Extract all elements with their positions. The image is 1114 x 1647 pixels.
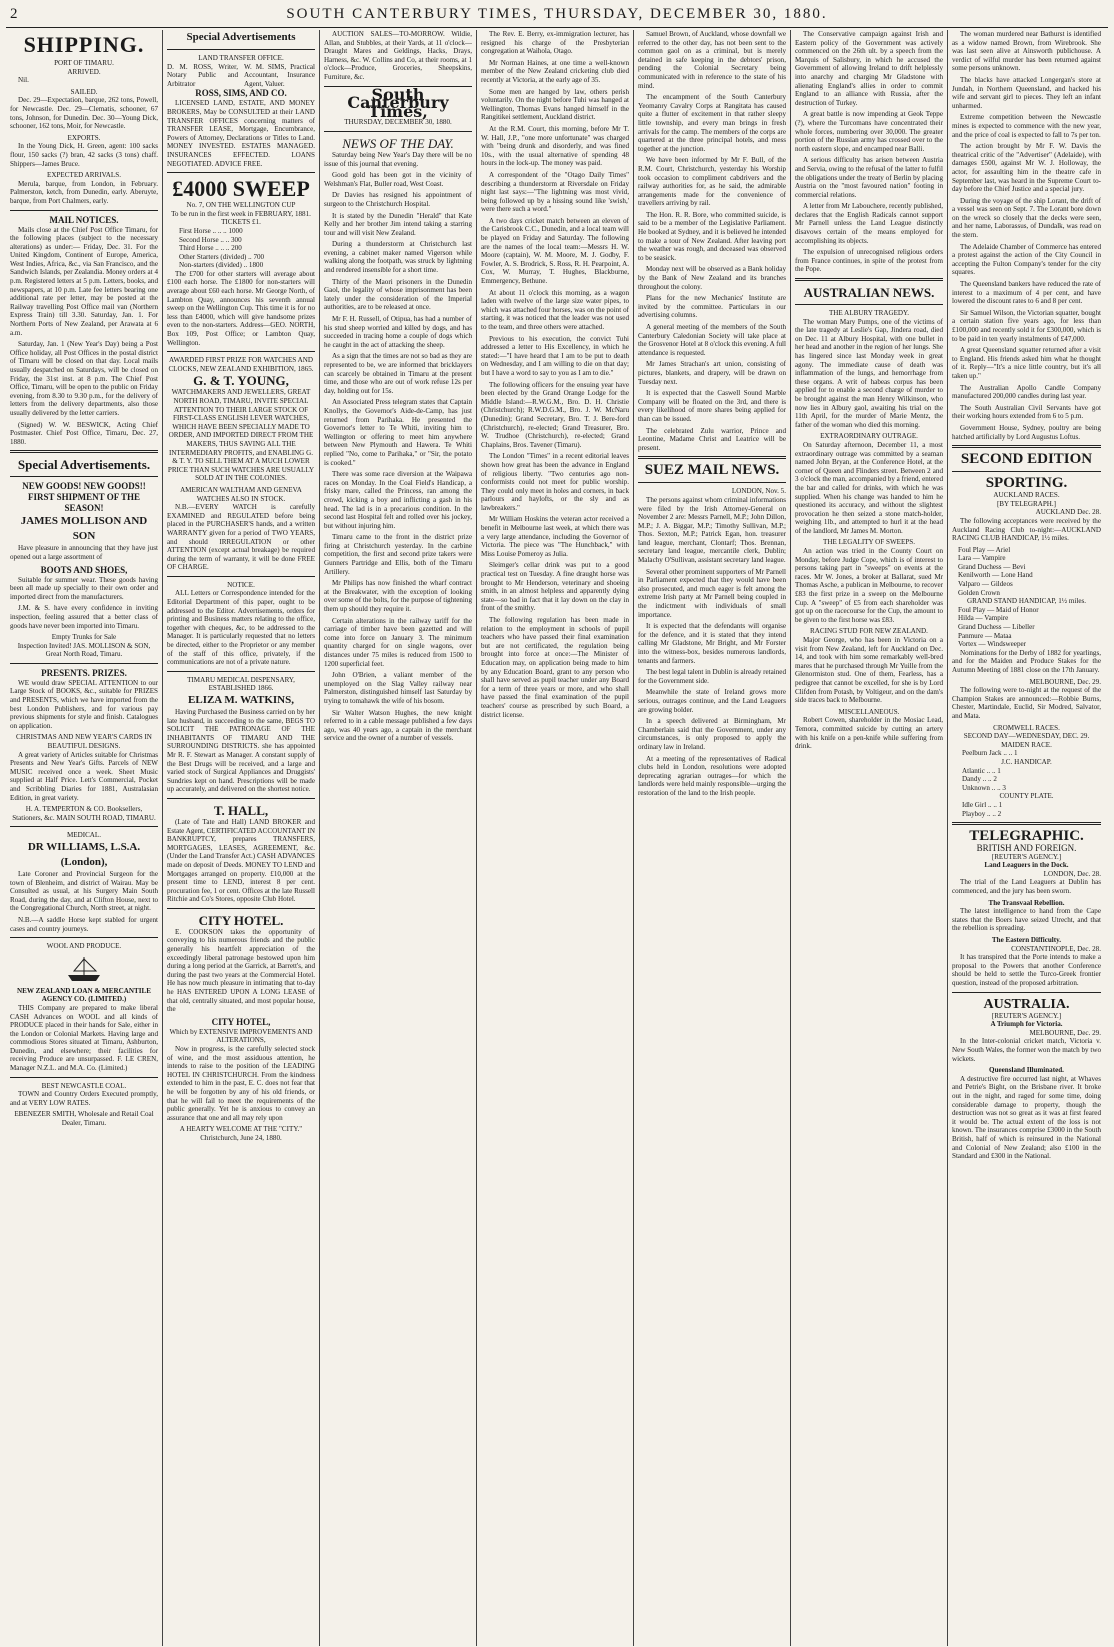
ross-credit: D. M. ROSS, Writer, Notary Public and Arbitrator (167, 62, 239, 88)
inspection-text: Inspection Invited! JAS. MOLLISON & SON, Great North Road, Timaru. (17, 641, 151, 659)
result-row: Idle Girl .. .. 1 (962, 800, 1003, 809)
racing-text: Major George, who has been in Victoria on a visit from New Zealand, left for Auckland on Dec. 14, and took with him some remarkably well-bred mares that he purchased through Mr Yuille from the Glenormiston stud. One of them, Fearless, has a pedigree that cannot be excelled, for she is by Lord Clifden from Potash, by Voltigeur, and on the dam's side traces back to Melbourne. (795, 636, 943, 705)
column-2 (163, 30, 320, 1646)
news-item: Sir Walter Watson Hughes, the new knight referred to in a cable message published a few days ago, was 40 years ago, a captain in the merchant service and the owner of a number of vessels. (324, 708, 472, 743)
dock-heading: Land Leaguers in the Dock. (984, 861, 1069, 870)
sailed-text: Dec. 29—Expectation, barque, 262 tons, Powell, for Newcastle. Dec. 29—Clematis, schooner, 67 tons, Johnson, for Dunedin. Dec. 30—Young Dick, schooner, 162 tons, Moir, for Newcastle. (10, 96, 158, 131)
first-shipment: FIRST SHIPMENT OF THE SEASON! (28, 492, 140, 514)
sims-credit: W. M. SIMS, Practical Accountant, Insurance Agent, Valuer. (243, 62, 315, 88)
telegraphic-heading: TELEGRAPHIC. (969, 828, 1084, 845)
firm-text: LICENSED LAND, ESTATE, AND MONEY BROKERS, May be CONSULTED at their LAND TRANSFER OFFICES concerning matters of TRANSFER LEASE, Mortgage, Encumbrance, Powers of Attorney, Declarations or Titles to Land. MONEY INVESTED. ESTATES MANAGED. INSURANCES EFFECTED. LOANS NEGOTIATED. ADVICE FREE. (167, 99, 315, 168)
page-number: 2 (10, 6, 20, 22)
mail-heading: MAIL NOTICES. (49, 214, 119, 225)
auckland-text: The following acceptances were received by the Auckland Racing Club to-night:—AUCKLAND RACING CLUB HANDICAP, 1½ miles. (952, 516, 1101, 543)
nominations-text: Nominations for the Derby of 1882 for yearlings, and for the Maiden and Produce Stakes for the Autumn Meeting of 1881 close on the 17th January. (952, 648, 1101, 674)
racing-heading: RACING STUD FOR NEW ZEALAND. (810, 627, 928, 636)
news-item: A letter from Mr Labouchere, recently published, declares that the English Radicals cannot support Mr Parnell unless the Land League distinctly disavows certain of the means employed for accomplishing its objects. (795, 202, 943, 245)
cookson-text: E. COOKSON takes the opportunity of conveying to his numerous friends and the public generally his heartfelt appreciation of the exceedingly liberal patronage bestowed upon him during a long period at the Garrick, at Barrett's, and during the past two years at the Commercial Hotel. He has now much pleasure in intimating that to-day he HAS ENTERED UPON A LONG LEASE of that old, centrally situated, and most popular house, the (167, 927, 315, 1014)
news-item: A general meeting of the members of the South Canterbury Caledonian Society will take place at the Grosvenor Hotel at 8 o'clock this evening. A full attendance is requested. (638, 323, 786, 357)
victoria-text: In the Inter-colonial cricket match, Victoria v. New South Wales, the former won the match by two wickets. (952, 1037, 1101, 1063)
sweep-text: To be run in the first week in FEBRUARY, 1881. (171, 209, 311, 218)
horse-row: Golden Crown (958, 588, 1000, 597)
news-item: At the R.M. Court, this morning, before Mr T. W. Hall, J.P., "one more unfortunate" was charged with "being drunk and disorderly, and was fined 10s., with the usual alternative of spending 48 hours in the lock-up. The money was paid. (481, 124, 629, 168)
suez-item: The persons against whom criminal informations were filed by the Irish Attorney-General on November 2 are: Messrs Parnell, M.P.; John Dillon, M.P.; J. A. Biggar, M.P.; Timothy Sullivan, M.P.; Thos. Sexton, M.P.; Patrick Egan, hon. treasurer land league, merchant, Clontarf; Thos. Brennan, secretary land league, mercantile clerk, Dublin; Malachy O'Sullivan, assistant secretary land league. (638, 495, 786, 565)
suez-item: In a speech delivered at Birmingham, Mr Chamberlain said that the Government, under any circumstances, is only proposed to apply the ordinary law in Ireland. (638, 717, 786, 751)
arrived-text: Nil. (18, 76, 29, 85)
presents-text: WE would draw SPECIAL ATTENTION to our Large Stock of BOOKS, &c., suitable for PRIZES and PRESENTS, which we have imported from the best London Publishers, and for various pay previous shipments for style and finish. Catalogues on application. (10, 678, 158, 730)
albury-text: The woman Mary Pumps, one of the victims of the late tragedy at Leslie's Gap, Jindera road, died on Dec. 11 at Albury Hospital, with one bullet in her head and another in the region of her lungs. She has lingered since last Monday week in great agony. The immediate cause of death was inflammation of the lungs, and hemorrhage from these organs. A writ of habeas corpus has been applied for to enable a second charge of murder to be brought against the man Henry Wilkinson, who now lies in Albury gaol, awaiting his trial on the 11th April, for the murder of Marie Mentz, the father of the woman who died this morning. (795, 317, 943, 429)
news-item: The blacks have attacked Longergan's store at Jundah, in Northern Queensland, and hacked his wife and servant girl to pieces. They left an infant unharmed. (952, 75, 1101, 110)
horse-row: Valparo — Gildeos (958, 580, 1013, 589)
news-item: The celebrated Zulu warrior, Prince and Leontine, Madame Christ and Leatrice will be present. (638, 426, 786, 452)
misc-heading: MISCELLANEOUS. (838, 707, 900, 716)
victoria-heading: A Triumph for Victoria. (990, 1020, 1063, 1029)
expected-heading: EXPECTED ARRIVALS. (47, 171, 121, 180)
column-1 (6, 30, 163, 1646)
news-item: Mr Philips has now finished the wharf contract at the Breakwater, with the exception of looking over some of the bolts, for the purpose of tightening them up should they require it. (324, 579, 472, 614)
prize-row: Third Horse .. .. .. 200 (179, 244, 242, 253)
sweeps-text: An action was tried in the County Court on Monday, before Judge Cope, which is of interest to persons taking part in "sweeps" on events at the races. Mr W. Jones, a broker at Ballarat, sued Mr Thomas Asche, a publican in Melbourne, to recover £83 the first prize in a sweep on the Melbourne Cup. A "sweep" of £5 from each shareholder was got up on the racecourse for the Cup, the amount to be given to the first horse was £83. (795, 547, 943, 624)
news-item: The Queensland bankers have reduced the rate of interest to a maximum of 4 per cent, and have lowered the discount rates to 6 and 8 per cent. (952, 280, 1101, 306)
young-name: G. & T. YOUNG, (193, 373, 289, 389)
nzlma-text: THIS Company are prepared to make liberal CASH Advances on WOOL and all kinds of PRODUCE placed in their hands for Sale, either in the London or Colonial Markets. Having large and commodious Stores situated at Timaru, Ashburton, Dunedin, and elsewhere; their facilities for receiving Produce are unsurpassed. F. LE CREN, Manager N.Z.L. and M.A. Co. (Limited.) (10, 1003, 158, 1073)
medical-heading: MEDICAL. (66, 831, 102, 840)
hotel-date: Christchurch, June 24, 1880. (200, 1133, 282, 1142)
queensland-text: A destructive fire occurred last night, at Whaves and Petrie's Bight, on the Brisbane river. It broke out in the night, and raged for some time, doing considerable damage to property, though the destruction was not so great as it was at first feared it would be. The actual extent of the loss is not known. The insurances comprise £3000 in the South British, half of which is reinsured in the National and Colonial of New Zealand; also £100 in the Standard and £300 in the National. (952, 1074, 1101, 1161)
prize-row: First Horse .. .. .. 1000 (179, 226, 243, 235)
news-item: Some men are hanged by law, others perish voluntarily. On the night before Tuhi was hanged at Wellington, Thomas Evans hanged himself in the Rangitikei settlement, Auckland district. (481, 87, 629, 122)
suez-item: Meanwhile the state of Ireland grows more serious, outrages continue, and the Land Leaguers are growing bolder. (638, 688, 786, 714)
cromwell-dateline: SECOND DAY—WEDNESDAY, DEC. 29. (963, 732, 1090, 741)
british-foreign-heading: BRITISH AND FOREIGN. (976, 843, 1077, 854)
prize-list (167, 227, 315, 270)
trunks-text: Empty Trunks for Sale (51, 633, 117, 642)
williams-nb: N.B.—A saddle Horse kept stabled for urgent cases and country journeys. (10, 915, 158, 933)
news-item: There was some race diversion at the Waipawa races on Monday. In the Coal Field's Handicap, a frisky mare, called the Princess, ran among the crowd, kicking a boy and inflicting a gash in his head. The lad is in a precarious condition. In the second last Hospital felt and rolled over his jockey, but without injuring him. (324, 470, 472, 530)
mollison-name: JAMES MOLLISON AND SON (20, 515, 148, 543)
new-goods: NEW GOODS! NEW GOODS!! (22, 481, 146, 492)
news-item: A serious difficulty has arisen between Austria and Servia, owing to the refusal of the latter to fulfil the obligations under the treaty of Berlin by placing Austria on the "most favoured nation" footing in commercial relations. (795, 156, 943, 199)
australia-heading: AUSTRALIA. (983, 996, 1070, 1012)
mollison-text: Have pleasure in announcing that they have just opened out a large assortment of (10, 544, 158, 561)
boots-heading: BOOTS AND SHOES, (40, 564, 128, 575)
exports-heading: EXPORTS. (67, 133, 101, 142)
column-7 (948, 30, 1105, 1646)
special-ads-heading: Special Advertisements. (17, 457, 151, 473)
news-item: We have been informed by Mr F. Bull, of the R.M. Court, Christchurch, yesterday his Worship took occasion to compliment cabdrivers and the railway authorities for, as he said, the admirable arrangements made for the convenience of travellers arriving by rail. (638, 156, 786, 208)
news-item: The encampment of the South Canterbury Yeomanry Cavalry Corps at Rangitata has caused quite a flutter of excitement in that rather sleepy little township, and every man brings in fresh arrivals for the camp. The members of the corps are quartered at the three principal hotels, and mess together at the junction. (638, 93, 786, 153)
news-item: The Australian Apollo Candle Company manufactured 200,000 candles during last year. (952, 383, 1101, 401)
albury-heading: THE ALBURY TRAGEDY. (828, 309, 910, 318)
news-item: During a thunderstorm at Christchurch last evening, a cabinet maker named Vigerson while walking along the footpath, was struck by lightning and rendered insensible for a short time. (324, 240, 472, 275)
suez-dateline: LONDON, Nov. 5. (731, 487, 786, 496)
eastern-text: It has transpired that the Porte intends to make a proposal to the Powers that another Conference should be held to settle the Turco-Greek frontier question, instead of the proposed arbitration. (952, 953, 1101, 987)
horse-row: Panmure — Mataa (958, 631, 1012, 640)
news-item: The action brought by Mr F. W. Davis the theatrical critic of the "Advertiser" (Adelaide), with damages £500, against Mr W. J. Holloway, the actor, for assaulting him in the theatre cafe in September last, was heard in the Supreme Court to-day before the Chief Justice and a special jury. (952, 142, 1101, 194)
suez-item: It is expected that the defendants will organise for the defence, and it is stated that they intend calling Mr Gladstone, Mr Bright, and Mr Forster into the witness-box, besides numerous landlords, tenants and farmers. (638, 622, 786, 665)
melbourne-dateline: MELBOURNE, Dec. 29. (1029, 677, 1101, 686)
suez-item: Several other prominent supporters of Mr Parnell in Parliament expected that they would have been also prosecuted, and much eager is felt among the extreme Irish party at Mr Parnell being coupled in the indictment with individuals of small importance. (638, 567, 786, 619)
news-item: Mr James Strachan's art union, consisting of pictures, blankets, and drapery, will be drawn on Tuesday next. (638, 360, 786, 386)
misc-text: Robert Cowen, shareholder in the Mosiac Lead, Temora, committed suicide by cutting an artery with his knife on a pen-knife while suffering from drink. (795, 716, 943, 751)
news-item: Plans for the new Mechanics' Institute are invited by the committee. Particulars in our advertising columns. (638, 294, 786, 320)
column-5 (634, 30, 791, 1646)
news-item: A great battle is now impending at Geok Teppe (?), where the Turcomans have concentrated their whole forces, numbering over 30,000. The greater portion of the Russian army has crossed over to the north eastern slope, and encamped near Balli. (795, 110, 943, 153)
temperton-sig: H. A. TEMPERTON & CO. Booksellers, Stationers, &c. MAIN SOUTH ROAD, TIMARU. (12, 805, 156, 822)
news-item: As a sign that the times are not so bad as they are represented to be, we are informed that bricklayers can scarcely be obtained in Timaru at the present time, and those who are out of work refuse 12s per day, holding out for 15s. (324, 352, 472, 395)
horse-row: Grand Duchess — Bevi (958, 562, 1026, 571)
news-item: A great Queensland squatter returned after a visit to England. His friends asked him what he thought of it. Reply—"It's a nice little country, but it's all taken up." (952, 346, 1101, 380)
masthead-title: SOUTH CANTERBURY TIMES, THURSDAY, DECEMBER 30, 1880. (286, 6, 828, 22)
xmas-heading: CHRISTMAS AND NEW YEAR'S CARDS IN BEAUTIFUL DESIGNS. (16, 733, 152, 751)
dispensary-heading: TIMARU MEDICAL DISPENSARY, ESTABLISHED 1866. (187, 675, 295, 693)
improvements-text: Now in progress, is the carefully selected stock of wine, and the most assiduous attention, he intends to raise to the position of the LEADING HOTEL IN CHRISTCHURCH. From the kindness extended to him in the past, E. C. does not fear that he will be forgotten by any of his old friends, or that he will fail to meet the requirements of the public generally. Yet he is anxious to convey an assurance that one and all may rely upon (167, 1045, 315, 1122)
news-item: Timaru came to the front in the district prize firing at Christchurch yesterday. In the carbine competition, the first and second prize takers were Gunners Partridge and Ellis, both of the Timaru Artillery. (324, 533, 472, 576)
news-item: It is stated by the Dunedin "Herald" that Kate Kelly and her brother Jim intend taking a starring tour and will visit New Zealand. (324, 211, 472, 237)
horse-row: Kenilworth — Lone Hand (958, 571, 1033, 580)
horse-list (952, 546, 1101, 598)
prize-row: Second Horse .. .. 300 (179, 235, 242, 244)
prize-row: Other Starters (divided) .. 700 (179, 252, 265, 261)
news-item: The following officers for the ensuing year have been elected by the Grand Orange Lodge for the Middle Island:—R.W.G.M., Bro. D. H. Christie (Christchurch); R.W.D.G.M., Bro. J. W. McNaru (Dunedin); Grand Secretary, Bro. T. J. Bere-ford (Christchurch), re-elected; Grand Treasurer, Bro. W. Trudhoe (Christchurch), re-elected; Grand Chaplains, Bros. Tavener (Timaru). (481, 380, 629, 449)
australian-news-heading: AUSTRALIAN NEWS. (803, 285, 935, 301)
sporting-heading: SPORTING. (985, 475, 1068, 492)
dateline: THURSDAY, DECEMBER 30, 1880. (344, 118, 452, 127)
second-edition-heading: SECOND EDITION (960, 451, 1093, 468)
auckland-dateline: AUCKLAND Dec. 28. (1035, 508, 1101, 517)
horse-row: Foul Play — Ariel (958, 545, 1011, 554)
xmas-text: A great variety of Articles suitable for Christmas Presents and New Year's Gifts. Parcels of NEW MUSIC received once a week. Sheet Music supplied at Half Price. Lett's Commercial, Pocket and Scribbling Diaries for 1881, Australasian Edition, in great variety. (10, 750, 158, 802)
news-item: Mr Norman Haines, at one time a well-known member of the New Zealand cricketing club died recently at Victoria, at the early age of 35. (481, 58, 629, 84)
holiday-text: Saturday, Jan. 1 (New Year's Day) being a Post Office holiday, all Post Offices in the postal district of Timaru will be closed on that day. Local mails usually despatched on Saturdays, will be closed on Friday, the 31st inst. at 8 p.m. The Chief Post Office, Timaru, will be open to the public on Friday evening, from 8.30 to 9.30 p.m., for the delivery of letters from the delivery departments, also those usually delivered by the letter carriers. (10, 340, 158, 417)
nameplate: South Canterbury Times, (347, 84, 449, 121)
reuter-agency-2: [REUTER'S AGENCY.] (991, 1011, 1062, 1020)
melbourne-text: The following were to-night at the request of the Champion Stakes are announced:—Robbie Burns, Chester, Martindale, Euclid, Sir Modred, Salvator, and Mata. (952, 686, 1101, 720)
city-hotel-heading: CITY HOTEL. (198, 912, 284, 928)
news-heading: NEWS OF THE DAY. (342, 135, 454, 151)
eastern-dateline: CONSTANTINOPLE, Dec. 28. (1011, 944, 1101, 953)
outrage-text: On Saturday afternoon, December 11, a most extraordinary outrage was committed by a seaman named John Bryan, at the Conference Hotel, at the corner of Queen and Flinders street. Between 2 and 3 o'clock the man, accompanied by a friend, entered the bar and called for drinks, with which he was supplied. When his change was handed to him he questioned its accuracy, and without the slightest provocation he then seized a stone match-holder, weighing 1lb., and attempted to hurl it at the head of the landlord, Mr James M. Morton. (795, 440, 943, 535)
mail-signature: (Signed) W. W. BESWICK, Acting Chief Postmaster. Chief Post Office, Timaru, Dec. 27, 1880. (10, 420, 158, 446)
ship-icon (64, 955, 104, 983)
shipping-heading: SHIPPING. (23, 32, 145, 57)
williams-text: Late Coroner and Provincial Surgeon for the town of Blenheim, and district of Wairau. May be Consulted as usual, at his Surgery Main South Road, during the day, and at Clifton House, next to the Congregational Church, North street, at night. (10, 869, 158, 913)
coal-text: TOWN and Country Orders Executed promptly, and at VERY LOW RATES. (10, 1090, 158, 1107)
result-row: Peelburn Jack .. .. 1 (962, 749, 1018, 758)
waltham: AMERICAN WALTHAM AND GENEVA WATCHES ALSO IN STOCK. (180, 485, 302, 503)
news-item: John O'Brien, a valiant member of the unemployed on the Slag Valley railway near Palmerston, distinguished himself last Saturday by trying to tomahawk the wife of his bosom. (324, 671, 472, 705)
news-item: The Adelaide Chamber of Commerce has entered a protest against the action of the City Council in accepting the Fulton Company's tender for the city squares. (952, 242, 1101, 277)
sweep-sub: No. 7, ON THE WELLINGTON CUP (186, 201, 296, 210)
arrived-heading: ARRIVED. (67, 67, 101, 76)
horse-row: Foul Play — Maid of Honor (958, 605, 1039, 614)
column-3 (320, 30, 477, 1646)
news-item: Monday next will be observed as a Bank holiday by the Bank of New Zealand and its branches throughout the colony. (638, 265, 786, 291)
news-item: Previous to his execution, the convict Tuhi addressed a letter to His Excellency, in which he stated:—"I have heard that I am to be put to death on Wednesday, and I am willing to die on that day; but I have a word to say to you as I am to die." (481, 334, 629, 377)
jms-text: J.M. & S. have every confidence in inviting inspection, feeling assured that a better class of goods have never been imported into Timaru. (10, 604, 158, 630)
column-6 (791, 30, 948, 1646)
sweep-more: The £700 for other starters will average about £100 each horse. The £1800 for non-starters will average about £60 each horse. Mr George North, of Lambton Quay, announces his seventh annual sweep on the Wellington Cup. This time it is for no less than £4000, which will give handsome prizes even to the non-starters. Address—GEO. NORTH, Box 109, Post Office; or Lambton Quay, Wellington. (167, 269, 315, 347)
prize-row: Non-starters (divided) .. 1800 (179, 261, 264, 270)
column-4 (477, 30, 634, 1646)
news-item: Thirty of the Maori prisoners in the Dunedin Gaol, the legality of whose imprisonment has been lately under the consideration of the Imperial authorities, are to be released at once. (324, 277, 472, 312)
transvaal-heading: The Transvaal Rebellion. (988, 898, 1065, 907)
nzlma-heading: NEW ZEALAND LOAN & MERCANTILE AGENCY CO. (LIMITED.) (17, 986, 151, 1004)
williams-name: DR WILLIAMS, L.S.A. (London), (27, 840, 141, 868)
news-item: Dr Davies has resigned his appointment of surgeon to the Christchurch Hospital. (324, 191, 472, 208)
news-items (324, 151, 472, 743)
dock-text: The trial of the Land Leaguers at Dublin has commenced, and the jury has been sworn. (952, 878, 1101, 896)
auckland-races-heading: AUCKLAND RACES. (993, 491, 1060, 500)
wool-heading: WOOL AND PRODUCE. (46, 942, 122, 951)
mail-text: Mails close at the Chief Post Office Timaru, for the following places (subject to the necessary alterations) as under:— Friday, Dec. 31. For the United Kingdom, Continent of Europe, America, West Indies, Africa, &c., via San Francisco, and the Sandwich Islands, per Zealandia. Money orders at 4 p.m. Registered letters at 5 p.m. Letters, books, and newspapers, at 10 p.m. Late fee letters bearing one additional rate per letter, may be posted at the Railway travelling Post Office mail van (Northern Express Train) till 3.30. Saturday, Jan. 1. For Northern Ports of New Zealand, per Arawata at 6 a.m. (10, 225, 158, 337)
coal-signature: EBENEZER SMITH, Wholesale and Retail Coal Dealer, Timaru. (14, 1110, 154, 1128)
transvaal-text: The latest intelligence to hand from the Cape states that the Boers have seized Utrecht, and that the rebellion is spreading. (952, 907, 1101, 933)
news-item: Certain alterations in the railway tariff for the carriage of timber have been gazetted and will come into force on January 3. The minimum quantity charged for on single wagons, over distances under 75 miles is reduced from 1500 to 1200 superficial feet. (324, 616, 472, 668)
news-item: At about 11 o'clock this morning, as a wagon laden with twelve of the large size water pipes, to which was attached four horses, was on the point of starting, it was noticed that the leader was not used to the team, and three others were attached. (481, 288, 629, 331)
news-item: During the voyage of the ship Lorant, the drift of a vessel was seen on Sept. 7. The Lorant bore down on the wreck so closely that the decks were seen, and her name, Laborassus, of Dundalk, was read on the stern. (952, 196, 1101, 240)
suez-item: The best legal talent in Dublin is already retained for the Government side. (638, 668, 786, 685)
victoria-dateline: MELBOURNE, Dec. 29. (1029, 1028, 1101, 1037)
boots-text: Suitable for summer wear. These goods having been all made up specially to their own order and imported direct from the manufacturers. (10, 575, 158, 601)
news-item: Samuel Brown, of Auckland, whose downfall we referred to the other day, has not been sent to the common gaol on as a criminal, but is merely detained in safe keeping in the debtors' prison, pending the Colonial Secretary being communicated with in reference to the state of his mind. (638, 30, 786, 90)
improvements: Which by EXTENSIVE IMPROVEMENTS AND ALTERATIONS, (169, 1027, 313, 1045)
result-row: Unknown .. .. 3 (962, 783, 1006, 792)
news-item: Government House, Sydney, poultry are being hatched artificially by Lord Augustus Loftus. (952, 423, 1101, 441)
hall-name: T. HALL, (213, 802, 269, 818)
handicap-heading: J.C. HANDICAP. (1001, 757, 1052, 766)
horse-row: Hilda — Vampire (958, 614, 1009, 623)
result-row: Playboy .. .. 2 (962, 809, 1002, 818)
grand-stand-heading: GRAND STAND HANDICAP, 1½ miles. (966, 597, 1087, 606)
sweep-heading: £4000 SWEEP (172, 176, 310, 202)
maiden-heading: MAIDEN RACE. (1001, 740, 1052, 749)
news-item: The South Australian Civil Servants have got their working hours extended from 6 to 5 p.m. (952, 403, 1101, 421)
news-item: Saturday being New Year's Day there will be no issue of this journal that evening. (324, 150, 472, 168)
city-hotel-name: CITY HOTEL, (211, 1016, 271, 1027)
outrage-heading: EXTRAORDINARY OUTRAGE. (820, 432, 918, 441)
news-item: It is expected that the Caswell Sound Marble Company will be floated on the 3rd, and there is every likelihood of more shares being applied for than can be issued. (638, 389, 786, 423)
eastern-heading: The Eastern Difficulty. (991, 936, 1062, 945)
result-row: Atlantic .. .. 1 (962, 766, 1001, 775)
news-item: The woman murdered near Bathurst is identified as a widow named Brown, from Wirebrook. She was last seen alive at Ainsworth publichouse. A verdict of wilful murder has been returned against some persons unknown. (952, 30, 1101, 73)
news-item: Sleimger's cellar drink was put to a good practical test on Tuesday. A fine draught horse was brought to Mr Henderson, veterinary and shoeing smith, in an almost helpless and apparently dying state—so bad in fact that it lay down on the clay in front of the smithy. (481, 561, 629, 613)
horse-list (952, 606, 1101, 649)
suez-heading: SUEZ MAIL NEWS. (644, 462, 780, 479)
firm-name: ROSS, SIMS, AND CO. (195, 88, 287, 99)
coal-heading: BEST NEWCASTLE COAL. (41, 1081, 127, 1090)
cromwell-heading: CROMWELL RACES. (993, 723, 1060, 732)
dock-dateline: LONDON, Dec. 28. (1043, 869, 1101, 878)
watkins-name: ELIZA M. WATKINS, (188, 694, 294, 706)
queensland-heading: Queensland Illuminated. (989, 1066, 1064, 1075)
news-item: Mr William Hoskins the veteran actor received a benefit in Melbourne last week, at which there was a very large attendance, including the Governor of Victoria. The piece was "The Hunchback," with Miss Louise Pomeroy as Julia. (481, 515, 629, 558)
horse-row: Grand Duchess — Libeller (958, 623, 1035, 632)
port-heading: PORT OF TIMARU. (54, 59, 114, 67)
news-item: Extreme competition between the Newcastle mines is expected to commence with the new year, and the price of coal is expected to fall to 7s per ton. (952, 113, 1101, 139)
news-item: The London "Times" in a recent editorial leaves shown how great has been the advance in England of religious liberty. "Two centuries ago non-conformists could not meet for public worship. They could only meet in holes and corners, in back parlours and haylofts, or the sly and as lawbreakers." (481, 452, 629, 512)
news-item: The Conservative campaign against Irish and Eastern policy of the Government was actively commenced on the 26th ult. by a speech from the Marquis of Salisbury, in which he accused the Government of allowing Ireland to drift helplessly into anarchy and charging Mr Gladstone with alienating England's allies in order to commit England to an alliance with Russia, after the destruction of Turkey. (795, 30, 943, 107)
awarded: AWARDED FIRST PRIZE FOR WATCHES AND CLOCKS, NEW ZEALAND EXHIBITION, 1865. (168, 356, 314, 373)
land-transfer-heading: LAND TRANSFER OFFICE. (198, 54, 284, 62)
exports-text: In the Young Dick, H. Green, agent: 100 sacks flour, 150 sacks (?) bran, 42 sacks (3 tons) chaff. Shippers—James Bruce. (10, 142, 158, 168)
sailed-heading: SAILED. (70, 87, 98, 96)
horse-row: Lara — Vampire (958, 554, 1006, 563)
news-item: Mr F. H. Russell, of Otipua, has had a number of his stud sheep worried and killed by dogs, and has succeeded in tracing home a couple of dogs which he caught in the act of attacking the sheep. (324, 315, 472, 349)
news-item: A correspondent of the "Otago Daily Times" describing a thunderstorm at Riversdale on Friday night last says:—"The lightning was most vivid, being followed up by a hissing sound like 'swish,' were there such a word." (481, 170, 629, 214)
reuter-agency: [REUTER'S AGENCY.] (991, 852, 1062, 861)
welcome: A HEARTY WELCOME AT THE "CITY." (179, 1125, 303, 1134)
county-heading: COUNTY PLATE. (999, 792, 1054, 801)
news-item: Sir Samuel Wilson, the Victorian squatter, bought a certain station five years ago, for less than £100,000 and recently sold it for £300,000, which is to be paid in ten yearly instalments of £47,000. (952, 308, 1101, 343)
special-ads-heading-2: Special Advertisements (186, 31, 296, 43)
sweeps-heading: THE LEGALITY OF SWEEPS. (823, 538, 915, 547)
watkins-text: Having Purchased the Business carried on by her late husband, in succeeding to the same, BEGS TO SOLICIT THE PATRONAGE OF THE INHABITANTS OF TIMARU AND THE SURROUNDING DISTRICTS. she has appointed Mr R. F. Stewart as Manager. A constant supply of the Best Drugs will be received, and a large and varied stock of Surgical Appliances and Druggists' Sundries kept on hand. Prescriptions will be made up accurately, and delivered on the shortest notice. (167, 708, 315, 794)
result-row: Dandy .. .. 2 (962, 775, 997, 784)
expected-text: Merula, barque, from London, in February. Palmerston, ketch, from Dunedin, early. Aberuyte, barque, from Port Chalmers, early. (10, 179, 158, 205)
presents-heading: PRESENTS. PRIZES. (41, 667, 127, 678)
hall-text: (Late of Tate and Hall) LAND BROKER and Estate Agent, CERTIFICATED ACCOUNTANT IN BANKRUPTCY, prepares TRANSFERS, MORTGAGES, LEASES, AGREEMENT, &c. (Under the Land Transfer Act.) CASH ADVANCES made on deposit of Deeds. MONEY TO LEND and Mortgages arranged on property. £10,000 at the present time to LEND, interest 8 per cent. procuration fee, 1 or cent. Offices at the late Russell Ritchie and Co's Stores, opposite Club Hotel. (167, 817, 315, 904)
by-telegraph: [BY TELEGRAPH.] (996, 499, 1057, 508)
notice-heading: NOTICE. (227, 580, 255, 589)
news-item: The expulsion of unrecognised religious orders from France continues, in spite of the protest from the Pope. (795, 248, 943, 274)
news-item: The Hon. R. R. Bore, who committed suicide, is said to be a member of the Legislative Parliament. He booked at Sydney, and it is believed he intended to make a tour of New Zealand. After leaving port the weather was rough, and deceased was observed to be seasick. (638, 210, 786, 262)
waltham-text: N.B.—EVERY WATCH is carefully EXAMINED and REGULATED before being placed in the PURCHASER'S hands, and a written WARRANTY given for a period of TWO YEARS, and should IRREGULATION or other ATTENTION (except actual breakage) be required during the term of warranty, it will be done FREE OF CHARGE. (167, 503, 315, 572)
horse-row: Vortex — Windsweeper (958, 640, 1027, 649)
masthead (6, 4, 1108, 28)
auction-text: AUCTION SALES—TO-MORROW. Wildie, Allan, and Stubbles, at their Yards, at 11 o'clock—Draught Mares and Geldings, Hacks, Drays, Harness, &c. W. Collins and Co, at their rooms, at 1 o'clock—Produce, Groceries, Sheepskins, Furniture, &c. (324, 30, 472, 81)
notice-text: ALL Letters or Correspondence intended for the Editorial Department of this paper, ought to be addressed to the Editor. Advertisements, orders for printing and Business matters relating to the office, together with cheques, &c, to be addressed to the Manager. It is particularly requested that no letters be directed, either to the Proprietor or any member of the staff of this office, privately, if the communications are not of a private nature. (167, 589, 315, 667)
news-item: An Associated Press telegram states that Captain Knollys, the Governor's Aide-de-Camp, has just returned from Parihaka. He presented the Governor's letter to Te Whiti, inviting him to Wellington or offering to meet him anywhere between New Plymouth and Hawera. Te Whiti replied "No, come to Parihaka," or "Sir, the potato is cooked." (324, 398, 472, 467)
young-text: WATCHMAKERS AND JEWELLERS, GREAT NORTH ROAD, TIMARU, INVITE SPECIAL ATTENTION TO THEIR LARGE STOCK OF FIRST-CLASS ENGLISH LEVER WATCHES, WHICH HAVE BEEN SPECIALLY MADE TO ORDER, AND IMPORTED DIRECT FROM THE MAKERS, THUS SAVING ALL THE INTERMEDIARY PROFITS, and ENABLING G. & T. Y. TO SELL THEM AT A MUCH LOWER PRICE THAN SUCH WATCHES ARE USUALLY SOLD AT IN THE COLONIES. (167, 388, 315, 483)
news-item: The following regulation has been made in relation to the employment in schools of pupil teachers who have passed their final examination but are not certificated, the regulation being brought into force at once:—The Minister of Education may, on application being made to him by any Education Board, grant to any person who shall have served as pupil teacher under any Board for a term of three years or more, and who shall have passed the final examination of the pupil teachers' course as prescribed by such Board, a district license. (481, 616, 629, 719)
news-item: Good gold has been got in the vicinity of Welshman's Flat, Buller road, West Coast. (324, 171, 472, 188)
suez-item: At a meeting of the representatives of Radical clubs held in London, resolutions were adopted deprecating agrarian outrages—for which the landlords were held mainly responsible—urging the restoration of the land to the Irish people. (638, 754, 786, 797)
columns (6, 30, 1108, 1646)
tickets: TICKETS £1. (221, 218, 261, 227)
news-item: The Rev. E. Berry, ex-immigration lecturer, has resigned his charge of the Presbyterian congregation at Waihola, Otago. (481, 30, 629, 56)
news-item: A two days cricket match between an eleven of the Carisbrook C.C., Dunedin, and a local team will be played on Friday and Saturday. The following are the names of the local team:—Messrs H. W. Moore (captain), W. M. Moore, M. J. Godby, F. Fowler, A. S. Brodrick, S. Ross, R. H. Pearpoint, A. Cox, W. Murray, T. Hughes, Blackburne, Emmergency, Bethune. (481, 216, 629, 286)
